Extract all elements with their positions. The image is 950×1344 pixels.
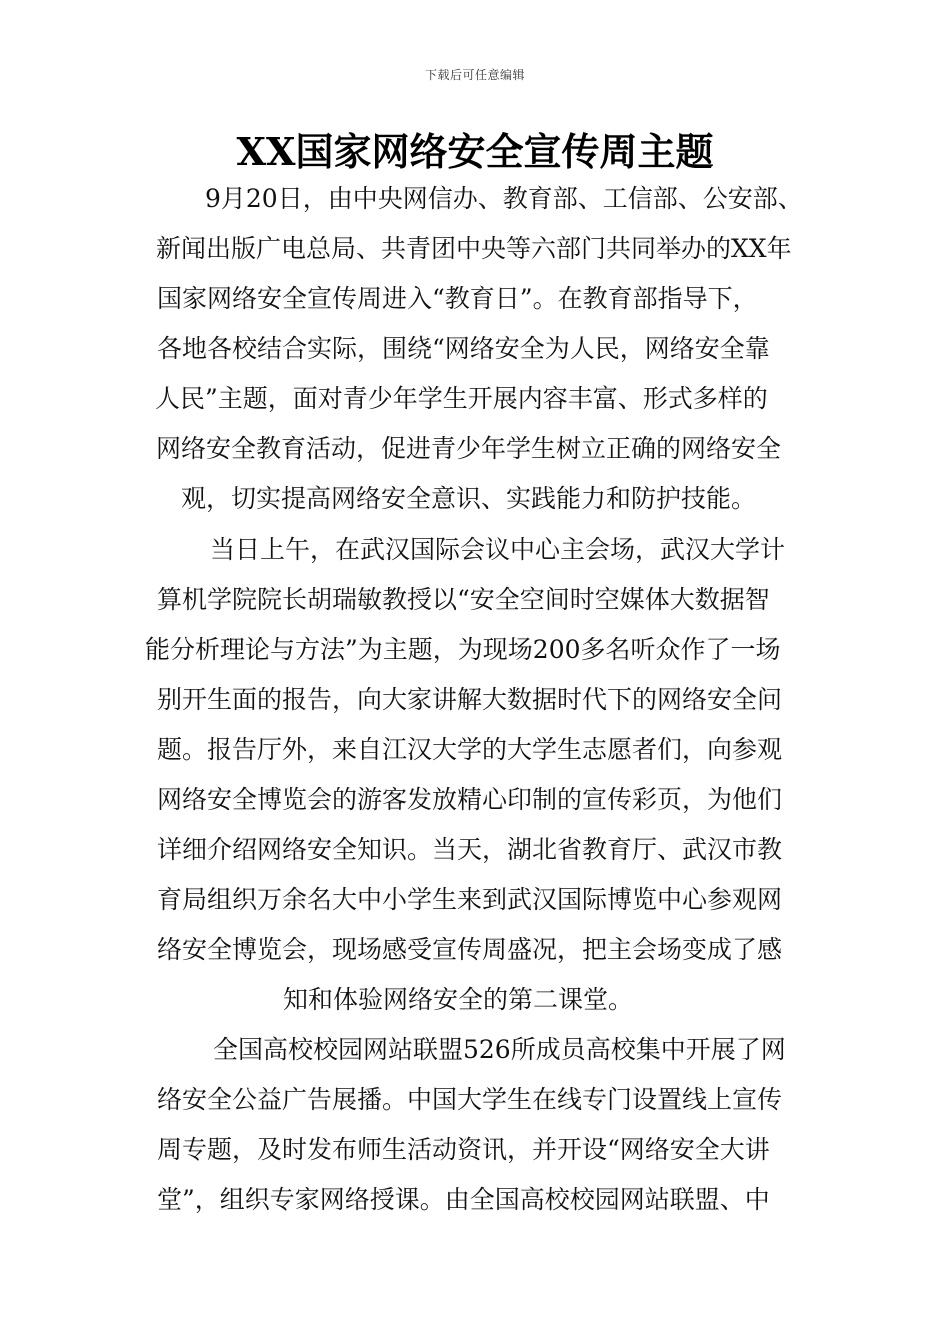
paragraph-line: 育局组织万余名大中小学生来到武汉国际博览中心参观网 [157,885,783,914]
paragraph-line: 国家网络安全宣传周进入“教育日”。在教育部指导下， [157,284,758,313]
paragraph-line: 网络安全教育活动，促进青少年学生树立正确的网络安全 [156,434,782,463]
paragraph-line: 题。报告厅外，来自江汉大学的大学生志愿者们，向参观 [157,735,783,764]
paragraph-line: 详细介绍网络安全知识。当天，湖北省教育厅、武汉市教 [157,835,783,864]
paragraph-line: 9月20日，由中央网信办、教育部、工信部、公安部、 [205,184,803,213]
paragraph-line: 堂”，组织专家网络授课。由全国高校校园网站联盟、中 [157,1185,770,1214]
paragraph-line: 周专题，及时发布师生活动资讯，并开设“网络安全大讲 [157,1135,770,1164]
document-title: XX国家网络安全宣传周主题 [236,129,714,174]
header-note: 下载后可任意编辑 [424,68,525,82]
paragraph-line: 知和体验网络安全的第二课堂。 [283,985,634,1014]
paragraph-line: 络安全公益广告展播。中国大学生在线专门设置线上宣传 [157,1085,783,1114]
paragraph-line: 当日上午，在武汉国际会议中心主会场，武汉大学计 [210,535,786,564]
paragraph-line: 人民”主题，面对青少年学生开展内容丰富、形式多样的 [155,384,768,413]
paragraph-line: 新闻出版广电总局、共青团中央等六部门共同举办的XX年 [156,234,792,263]
paragraph-line: 络安全博览会，现场感受宣传周盛况，把主会场变成了感 [157,935,783,964]
paragraph-line: 算机学院院长胡瑞敏教授以“安全空间时空媒体大数据智 [157,585,770,614]
paragraph-line: 各地各校结合实际，围绕“网络安全为人民，网络安全靠 [157,334,770,363]
paragraph-line: 能分析理论与方法”为主题，为现场200多名听众作了一场 [145,635,781,664]
paragraph-line: 别开生面的报告，向大家讲解大数据时代下的网络安全问 [157,685,783,714]
paragraph-line: 观，切实提高网络安全意识、实践能力和防护技能。 [181,484,757,513]
paragraph-line: 网络安全博览会的游客发放精心印制的宣传彩页，为他们 [157,785,783,814]
paragraph-line: 全国高校校园网站联盟526所成员高校集中开展了网 [213,1035,786,1064]
